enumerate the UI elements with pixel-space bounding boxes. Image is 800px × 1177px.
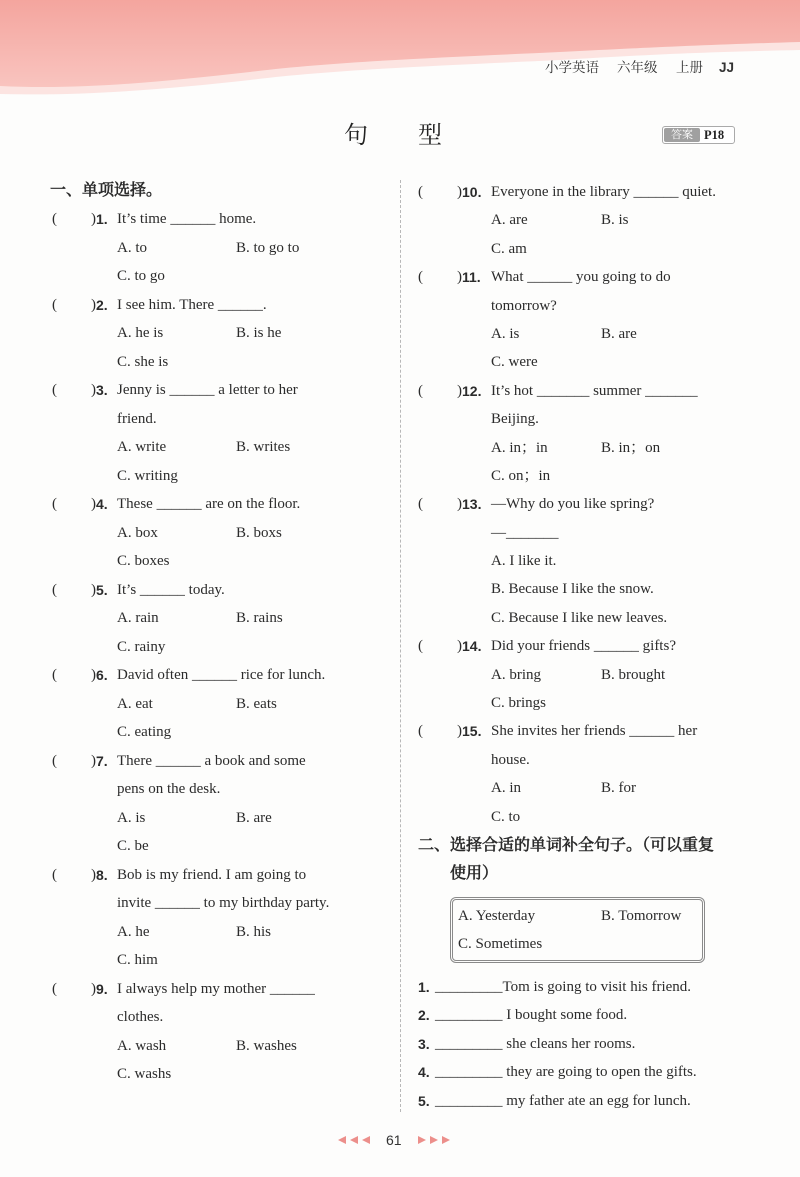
question-number: 14. [462, 638, 482, 655]
option-row [415, 235, 755, 263]
question-4 [50, 490, 395, 576]
answer-option: A. I like it. [491, 553, 557, 570]
question-stem-line [50, 775, 395, 804]
question-stem-text: tomorrow? [491, 297, 557, 314]
option-row [50, 918, 395, 947]
section-2 [415, 831, 755, 1115]
answer-bracket-close: ) [457, 184, 462, 200]
answer-badge-page: P18 [704, 128, 725, 142]
question-13 [415, 490, 755, 632]
question-stem-line [415, 377, 755, 405]
question-5 [50, 576, 395, 662]
right-column [415, 178, 755, 1115]
question-stem-text: Beijing. [491, 411, 539, 428]
answer-bracket-close: ) [457, 496, 462, 513]
answer-bracket-open: ( [418, 496, 423, 513]
fill-in-sentence [415, 1087, 755, 1116]
option-row [415, 661, 755, 689]
fill-in-sentence-list [415, 973, 755, 1116]
answer-option: B. in；on [601, 439, 661, 456]
question-stem-text: I always help my mother ______ [117, 980, 315, 997]
answer-bracket-close: ) [91, 296, 96, 313]
answer-bracket-open: ( [418, 723, 423, 740]
question-stem-text: —Why do you like spring? [491, 496, 655, 513]
question-number: 12. [462, 382, 482, 399]
answer-option: A. are [491, 212, 528, 229]
right-triangle-icon [418, 1136, 426, 1144]
answer-bracket-open: ( [418, 269, 423, 286]
question-number: 8. [96, 866, 108, 883]
question-stem-line [415, 717, 755, 745]
question-15 [415, 717, 755, 831]
answer-option: C. be [117, 838, 149, 855]
answer-option: A. bring [491, 666, 541, 683]
question-stem-line [415, 405, 755, 433]
question-number: 13. [462, 496, 482, 513]
question-stem-line [415, 490, 755, 518]
answer-option: B. his [236, 923, 272, 940]
answer-option: B. for [601, 780, 636, 797]
question-number: 3. [96, 382, 108, 399]
option-row [50, 718, 395, 747]
question-14 [415, 632, 755, 717]
book-volume: 上册 [676, 60, 703, 76]
question-stem-text: These ______ are on the floor. [117, 496, 301, 513]
answer-option: C. Because I like new leaves. [491, 609, 668, 626]
question-10 [415, 178, 755, 263]
answer-option: C. to [491, 808, 521, 825]
question-stem-line [50, 205, 395, 234]
question-9 [50, 975, 395, 1089]
answer-option: B. Because I like the snow. [491, 581, 654, 598]
answer-option: B. writes [236, 439, 291, 456]
question-list-left [50, 205, 395, 1089]
answer-bracket-open: ( [52, 211, 57, 227]
option-row [415, 206, 755, 234]
sentence-number: 3. [418, 1035, 430, 1052]
question-stem-text: She invites her friends ______ her [491, 723, 698, 740]
question-stem-text: Did your friends ______ gifts? [491, 638, 676, 655]
option-row [50, 262, 395, 291]
question-stem-text: Jenny is ______ a letter to her [117, 382, 298, 399]
book-subject: 小学英语 [545, 60, 599, 76]
answer-bracket-close: ) [91, 980, 96, 997]
option-row [415, 575, 755, 603]
answer-option: C. brings [491, 695, 547, 712]
question-7 [50, 747, 395, 861]
question-2 [50, 291, 395, 377]
answer-option: B. to go to [236, 239, 300, 256]
answer-option: C. were [491, 354, 538, 371]
answer-option: A. in [491, 780, 521, 797]
word-bank-option: B. Tomorrow [601, 907, 682, 924]
question-stem-line [50, 376, 395, 405]
question-11 [415, 263, 755, 377]
section-2-heading-continued: 使用） [450, 863, 499, 883]
answer-bracket-open: ( [52, 866, 57, 883]
answer-option: B. eats [236, 695, 277, 712]
answer-option: B. are [601, 325, 637, 342]
question-number: 9. [96, 980, 108, 997]
right-triangle-icon [442, 1136, 450, 1144]
option-row [50, 234, 395, 263]
answer-option: C. boxes [117, 553, 170, 570]
answer-option: A. is [117, 809, 146, 826]
question-stem-text: Everyone in the library ______ quiet. [491, 184, 716, 200]
answer-bracket-close: ) [457, 723, 462, 740]
question-stem-text: clothes. [117, 1009, 164, 1026]
question-number: 6. [96, 667, 108, 684]
page-number: 61 [386, 1132, 402, 1148]
answer-option: A. box [117, 524, 158, 541]
question-stem-text: house. [491, 751, 530, 768]
sentence-text: _________Tom is going to visit his friend. [435, 978, 692, 995]
sentence-text: _________ I bought some food. [435, 1007, 628, 1024]
question-stem-text: It’s time ______ home. [117, 211, 257, 227]
question-stem-line [415, 746, 755, 774]
question-number: 7. [96, 752, 108, 769]
answer-option: A. eat [117, 695, 153, 712]
answer-bracket-open: ( [52, 496, 57, 513]
option-row [50, 1032, 395, 1061]
answer-option: B. rains [236, 610, 283, 627]
question-number: 5. [96, 581, 108, 598]
book-edition: JJ [719, 60, 735, 75]
question-number: 1. [96, 211, 108, 227]
question-stem-line [50, 861, 395, 890]
question-stem-line [50, 490, 395, 519]
question-stem-text: What ______ you going to do [491, 269, 671, 286]
answer-bracket-open: ( [52, 296, 57, 313]
question-number: 11. [462, 269, 481, 286]
answer-bracket-open: ( [52, 382, 57, 399]
answer-bracket-close: ) [91, 866, 96, 883]
answer-bracket-close: ) [91, 496, 96, 513]
option-row [415, 774, 755, 802]
answer-bracket-open: ( [52, 980, 57, 997]
question-stem-line [50, 661, 395, 690]
option-row [50, 804, 395, 833]
left-triangle-icon [350, 1136, 358, 1144]
sentence-number: 1. [418, 978, 430, 995]
book-grade: 六年级 [617, 60, 658, 76]
sentence-text: _________ they are going to open the gifts. [435, 1064, 697, 1081]
word-bank-row [453, 930, 702, 958]
option-row [50, 433, 395, 462]
answer-option: C. to go [117, 268, 165, 285]
answer-option: C. him [117, 952, 158, 969]
fill-in-sentence [415, 1058, 755, 1087]
triple-right-triangle-icon [418, 1136, 450, 1145]
question-stem-line [50, 747, 395, 776]
answer-option: C. on；in [491, 467, 551, 484]
question-stem-text: David often ______ rice for lunch. [117, 667, 326, 684]
question-stem-text: Bob is my friend. I am going to [117, 866, 307, 883]
answer-badge-label: 答案 [664, 128, 700, 142]
question-8 [50, 861, 395, 975]
answer-option: C. she is [117, 353, 169, 370]
question-stem-text: It’s ______ today. [117, 581, 225, 598]
answer-bracket-open: ( [418, 382, 423, 399]
answer-bracket-close: ) [91, 382, 96, 399]
question-6 [50, 661, 395, 747]
question-stem-text: There ______ a book and some [117, 752, 306, 769]
page-title-char: 句 [344, 121, 368, 149]
question-stem-text: invite ______ to my birthday party. [117, 895, 330, 912]
answer-bracket-open: ( [52, 667, 57, 684]
answer-option: B. washes [236, 1037, 297, 1054]
question-number: 2. [96, 296, 108, 313]
left-triangle-icon [362, 1136, 370, 1144]
answer-option: C. am [491, 240, 527, 257]
answer-bracket-close: ) [457, 638, 462, 655]
answer-bracket-close: ) [91, 667, 96, 684]
section-1-heading: 一、单项选择。 [50, 180, 163, 199]
question-stem-line [415, 632, 755, 660]
question-number: 15. [462, 723, 482, 740]
header-wave-banner [0, 0, 800, 100]
right-triangle-icon [430, 1136, 438, 1144]
answer-option: C. rainy [117, 638, 166, 655]
answer-option: B. brought [601, 666, 666, 683]
question-stem-line [50, 405, 395, 434]
word-bank-option: A. Yesterday [458, 907, 536, 924]
column-divider [400, 180, 401, 1112]
question-number: 10. [462, 184, 482, 200]
section-2-heading: 二、选择合适的单词补全句子。（可以重复 [418, 834, 715, 854]
question-stem-text: It’s hot _______ summer _______ [491, 382, 698, 399]
answer-bracket-open: ( [52, 581, 57, 598]
sentence-text: _________ my father ate an egg for lunch. [435, 1092, 691, 1109]
answer-option: A. to [117, 239, 147, 256]
answer-bracket-close: ) [91, 211, 96, 227]
question-12 [415, 377, 755, 491]
fill-in-sentence [415, 1001, 755, 1030]
option-row [415, 348, 755, 376]
question-1 [50, 205, 395, 291]
answer-option: A. he [117, 923, 150, 940]
option-row [50, 462, 395, 491]
question-3 [50, 376, 395, 490]
option-row [50, 547, 395, 576]
page-title-char: 型 [418, 121, 442, 149]
answer-option: B. is he [236, 325, 282, 342]
fill-in-sentence [415, 973, 755, 1002]
answer-bracket-close: ) [457, 382, 462, 399]
triple-left-triangle-icon [338, 1136, 370, 1145]
option-row [415, 547, 755, 575]
question-stem-text: I see him. There ______. [117, 296, 267, 313]
answer-page-badge [662, 126, 735, 144]
left-triangle-icon [338, 1136, 346, 1144]
answer-bracket-close: ) [91, 581, 96, 598]
answer-option: A. write [117, 439, 167, 456]
answer-option: C. washs [117, 1066, 172, 1083]
answer-bracket-open: ( [418, 638, 423, 655]
question-stem-line [50, 889, 395, 918]
question-list-right [415, 178, 755, 831]
question-stem-line [415, 292, 755, 320]
answer-option: B. is [601, 212, 629, 229]
option-row [415, 604, 755, 632]
option-row [50, 633, 395, 662]
answer-bracket-close: ) [457, 269, 462, 286]
option-row [50, 690, 395, 719]
option-row [415, 434, 755, 462]
option-row [50, 946, 395, 975]
answer-option: B. boxs [236, 524, 282, 541]
option-row [415, 689, 755, 717]
answer-option: B. are [236, 809, 272, 826]
sentence-number: 2. [418, 1007, 430, 1024]
answer-bracket-open: ( [418, 184, 423, 200]
option-row [415, 803, 755, 831]
sentence-text: _________ she cleans her rooms. [435, 1035, 636, 1052]
question-stem-text: —_______ [491, 524, 559, 541]
option-row [50, 319, 395, 348]
answer-option: A. wash [117, 1037, 167, 1054]
word-bank-row [453, 902, 702, 930]
option-row [415, 320, 755, 348]
question-stem-line [50, 975, 395, 1004]
question-stem-line [50, 1003, 395, 1032]
answer-option: A. in；in [491, 439, 548, 456]
question-stem-line [50, 291, 395, 320]
question-stem-line [415, 263, 755, 291]
answer-option: A. rain [117, 610, 159, 627]
answer-bracket-close: ) [91, 752, 96, 769]
question-stem-text: friend. [117, 410, 157, 427]
question-stem-line [415, 178, 755, 206]
answer-option: A. he is [117, 325, 164, 342]
option-row [50, 832, 395, 861]
answer-bracket-open: ( [52, 752, 57, 769]
option-row [50, 348, 395, 377]
option-row [50, 1060, 395, 1089]
sentence-number: 5. [418, 1092, 430, 1109]
sentence-number: 4. [418, 1064, 430, 1081]
answer-option: C. eating [117, 724, 172, 741]
question-number: 4. [96, 496, 108, 513]
answer-option: C. writing [117, 467, 178, 484]
option-row [50, 519, 395, 548]
option-row [415, 462, 755, 490]
fill-in-sentence [415, 1030, 755, 1059]
question-stem-text: pens on the desk. [117, 781, 221, 798]
word-bank-box [450, 897, 705, 963]
left-column [50, 175, 395, 1089]
word-bank-option: C. Sometimes [458, 935, 543, 952]
answer-option: A. is [491, 325, 520, 342]
question-stem-line [50, 576, 395, 605]
question-stem-line [415, 519, 755, 547]
option-row [50, 604, 395, 633]
